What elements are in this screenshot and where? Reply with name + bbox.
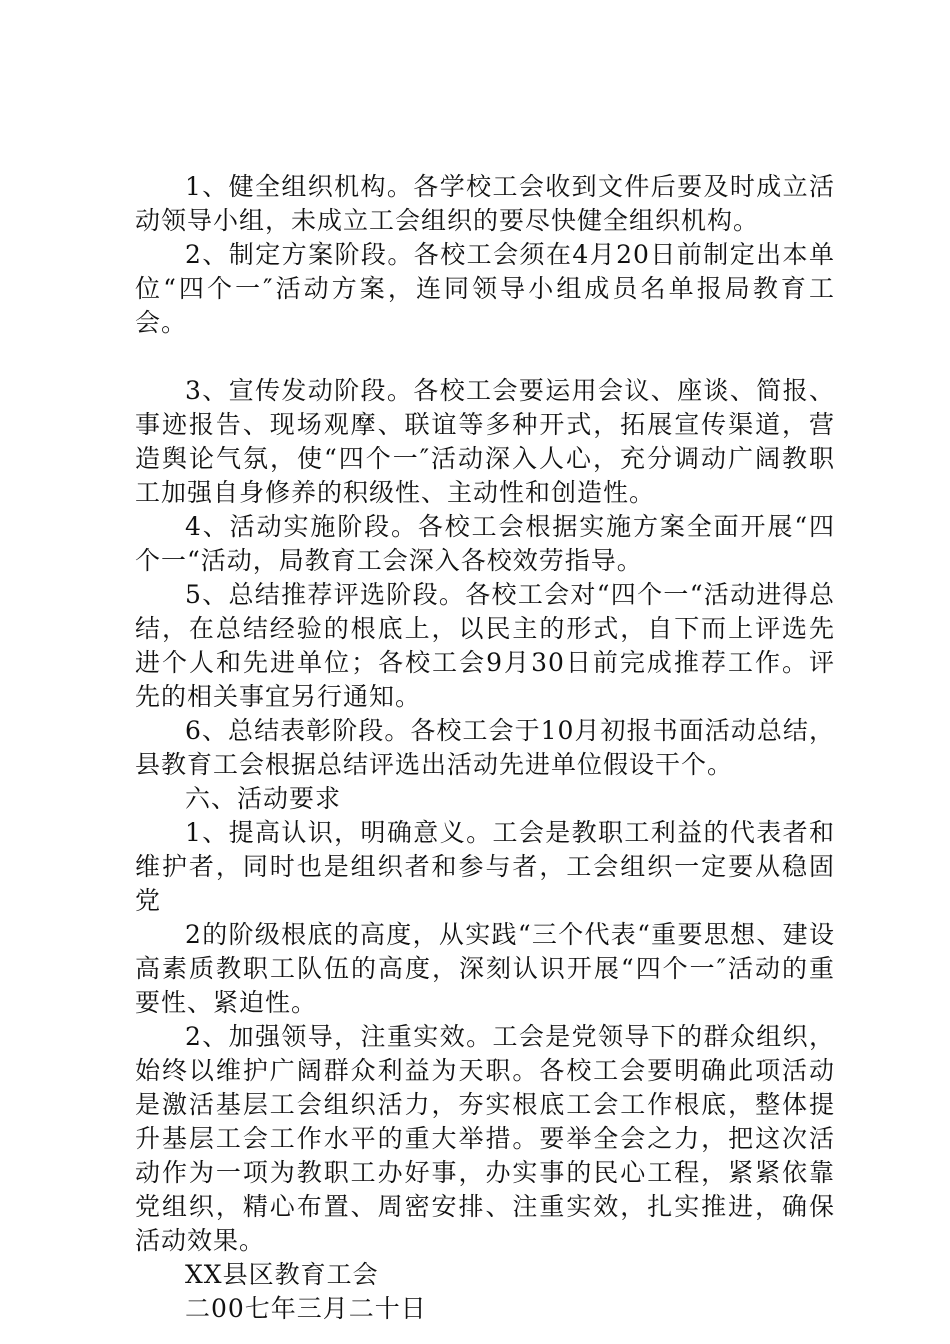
document-body	[135, 170, 835, 1326]
paragraph-commendation-stage: 6、总结表彰阶段。各校工会于10月初报书面活动总结，县教育工会根据总结评选出活动先进单位假设干个。	[135, 716, 835, 779]
paragraph-recommendation-stage: 5、总结推荐评选阶段。各校工会对“四个一“活动进得总结，在总结经验的根底上，以民主的形式，自下而上评选先进个人和先进单位；各校工会9月30日前完成推荐工作。评先的相关事宜另行通知。	[135, 580, 835, 711]
paragraph-plan-stage: 2、制定方案阶段。各校工会须在4月20日前制定出本单位“四个一″活动方案，连同领导小组成员名单报局教育工会。	[135, 240, 835, 337]
signature-organization: XX县区教育工会	[185, 1260, 379, 1289]
paragraph-implementation-stage: 4、活动实施阶段。各校工会根据实施方案全面开展“四个一“活动，局教育工会深入各校效劳指导。	[135, 512, 835, 575]
paragraph-requirement-1-continued: 2的阶级根底的高度，从实践“三个代表“重要思想、建设高素质教职工队伍的高度，深刻认识开展“四个一″活动的重要性、紧迫性。	[135, 920, 835, 1017]
section-heading-requirements: 六、活动要求	[185, 784, 342, 813]
paragraph-organization: 1、健全组织机构。各学校工会收到文件后要及时成立活动领导小组，未成立工会组织的要尽快健全组织机构。	[135, 172, 835, 235]
paragraph-requirement-2: 2、加强领导，注重实效。工会是党领导下的群众组织，始终以维护广阔群众利益为天职。各校工会要明确此项活动是激活基层工会组织活力，夯实根底工会工作根底，整体提升基层工会工作水平的重大举措。要举全会之力，把这次活动作为一项为教职工办好事，办实事的民心工程，紧紧依靠党组织，精心布置、周密安排、注重实效，扎实推进，确保活动效果。	[135, 1022, 835, 1255]
paragraph-requirement-1: 1、提高认识，明确意义。工会是教职工利益的代表者和维护者，同时也是组织者和参与者，工会组织一定要从稳固党	[135, 818, 835, 915]
signature-date: 二00七年三月二十日	[185, 1294, 427, 1323]
paragraph-publicity-stage: 3、宣传发动阶段。各校工会要运用会议、座谈、简报、事迹报告、现场观摩、联谊等多种开式，拓展宣传渠道，营造舆论气氛，使“四个一″活动深入人心，充分调动广阔教职工加强自身修养的积级性、主动性和创造性。	[135, 376, 835, 507]
